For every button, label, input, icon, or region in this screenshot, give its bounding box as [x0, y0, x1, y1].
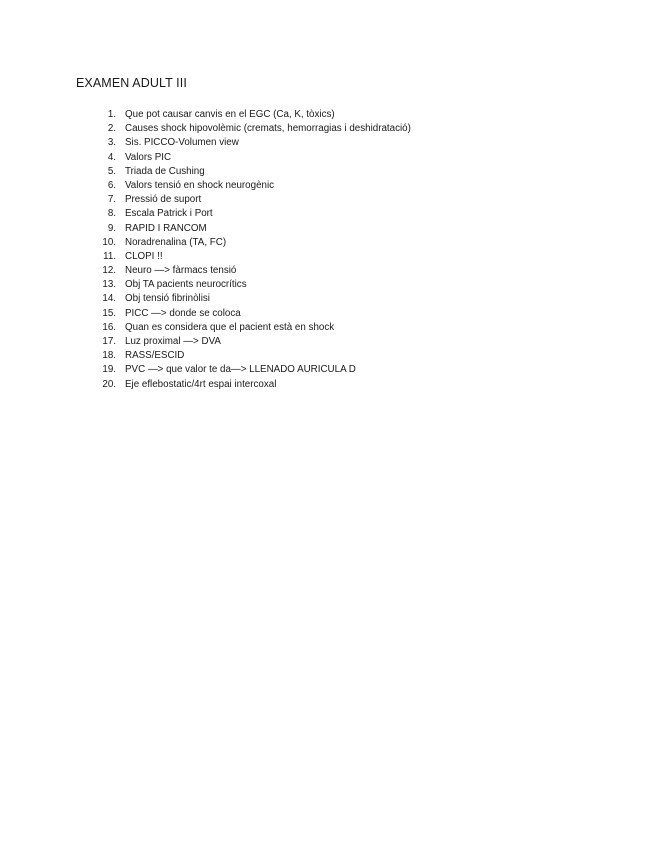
list-item [90, 179, 411, 193]
list-item [90, 292, 411, 306]
list-item-number: 10. [102, 236, 116, 248]
list-item [90, 222, 411, 236]
list-item [90, 193, 411, 207]
list-item [90, 363, 411, 377]
list-item [90, 207, 411, 221]
list-item-number: 12. [102, 265, 116, 277]
list-item [90, 349, 411, 363]
list-item [90, 321, 411, 335]
list-item-text: Obj TA pacients neurocrítics [125, 279, 247, 291]
list-item-gap [116, 307, 125, 321]
list-item-number: 14. [102, 293, 116, 305]
list-item-gap [116, 207, 125, 221]
list-item-number: 11. [103, 250, 116, 262]
list-item [90, 335, 411, 349]
list-item-number: 3. [107, 137, 116, 149]
list-item-text: Neuro —> fàrmacs tensió [125, 265, 237, 277]
list-item-text: PVC —> que valor te da—> LLENADO AURICULA D [125, 364, 356, 376]
list-item [90, 136, 411, 150]
list-item [90, 378, 411, 392]
list-item-text: Noradrenalina (TA, FC) [125, 236, 227, 248]
list-item-number: 17. [102, 336, 116, 347]
list-item [90, 108, 411, 122]
list-item-gap [116, 108, 125, 122]
list-item-number: 4. [107, 151, 116, 163]
list-item-gap [116, 278, 125, 292]
list-item-text: Escala Patrick i Port [125, 208, 213, 220]
list-item-gap [116, 222, 125, 236]
list-item-number: 5. [107, 165, 116, 177]
list-item-gap [116, 136, 125, 150]
document-title: EXAMEN ADULT III [76, 76, 187, 90]
list-item-text: Que pot causar canvis en el EGC (Ca, K, tòxics) [125, 109, 335, 120]
list-item [90, 122, 411, 136]
list-item-number: 16. [102, 321, 116, 333]
list-item-text: Luz proximal —> DVA [125, 336, 221, 347]
list-item-number: 18. [102, 350, 116, 362]
list-item-number: 20. [102, 378, 116, 390]
list-item-number: 15. [102, 307, 116, 319]
list-item-number: 7. [107, 194, 116, 206]
list-item-gap [116, 321, 125, 335]
list-item [90, 264, 411, 278]
list-item-gap [116, 349, 125, 363]
list-item-gap [116, 378, 125, 392]
list-item-number: 8. [107, 208, 116, 220]
list-item-gap [116, 122, 125, 136]
list-item [90, 278, 411, 292]
list-item [90, 250, 411, 264]
list-item-text: Triada de Cushing [125, 165, 205, 177]
list-item-gap [116, 264, 125, 278]
list-item-text: Causes shock hipovolèmic (cremats, hemorragias i deshidratació) [125, 123, 411, 135]
list-item-number: 13. [102, 279, 116, 291]
list-item-gap [116, 335, 125, 349]
list-item-gap [116, 363, 125, 377]
list-item-text: Sis. PICCO-Volumen view [125, 137, 239, 149]
list-item [90, 307, 411, 321]
list-item-text: RAPID I RANCOM [125, 222, 207, 234]
list-item [90, 165, 411, 179]
list-item-gap [116, 179, 125, 193]
list-item-text: Pressió de suport [125, 194, 202, 206]
list-item-text: Obj tensió fibrinòlisi [125, 293, 210, 305]
list-item-number: 19. [102, 364, 116, 376]
list-item-text: Quan es considera que el pacient està en shock [125, 321, 335, 333]
list-item-text: RASS/ESCID [125, 350, 185, 362]
list-item-gap [116, 292, 125, 306]
list-item-number: 2. [107, 123, 116, 135]
list-item-text: Valors PIC [125, 151, 172, 163]
question-list [90, 108, 411, 392]
list-item-number: 9. [107, 222, 116, 234]
list-item-text: Valors tensió en shock neurogènic [125, 179, 275, 191]
list-item-gap [116, 193, 125, 207]
list-item-gap [116, 236, 125, 250]
list-item-text: PICC —> donde se coloca [125, 307, 241, 319]
list-item-gap [116, 151, 125, 165]
list-item-gap [116, 250, 125, 264]
list-item-number: 1. [107, 109, 116, 120]
list-item-text: CLOPI !! [125, 250, 163, 262]
list-item-number: 6. [107, 179, 116, 191]
list-item [90, 151, 411, 165]
list-item [90, 236, 411, 250]
list-item-gap [116, 165, 125, 179]
list-item-text: Eje eflebostatic/4rt espai intercoxal [125, 378, 277, 390]
